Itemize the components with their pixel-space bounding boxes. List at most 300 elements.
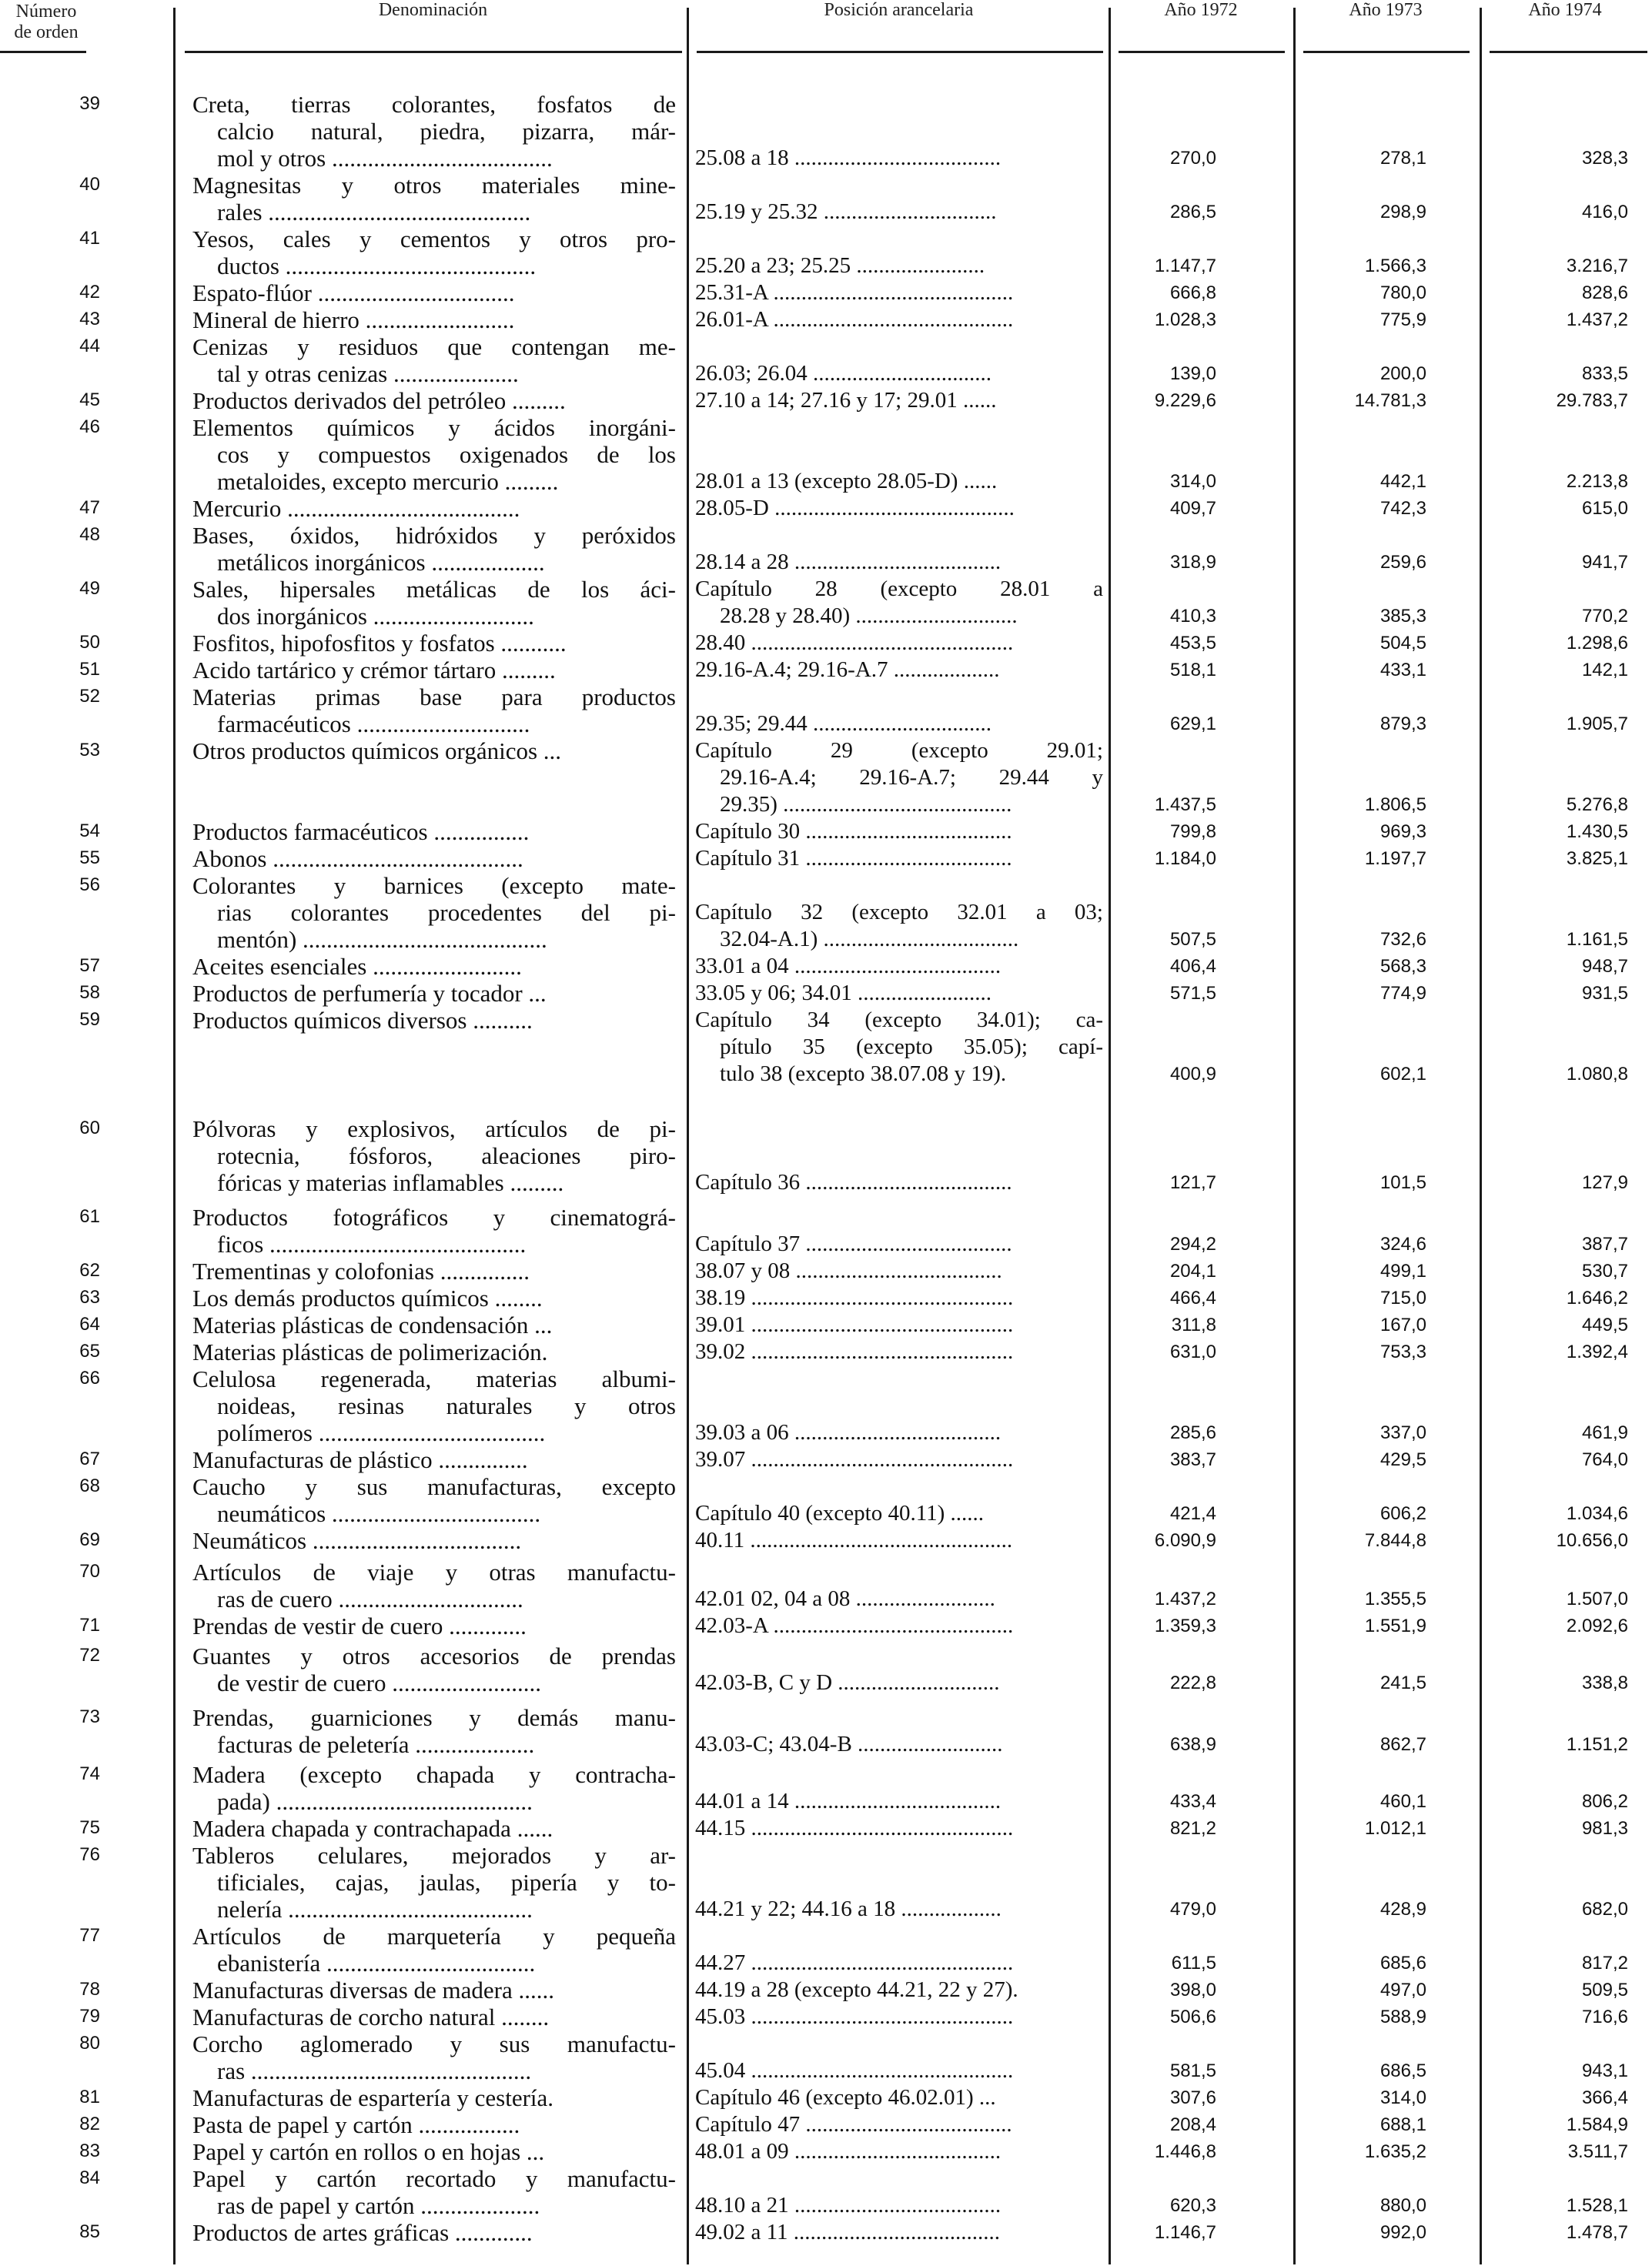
denomination-line: Magnesitas y otros materiales mine- bbox=[192, 172, 676, 199]
tariff-line: 39.01 ............................................... bbox=[695, 1312, 1014, 1337]
value-1972: 1.437,2 bbox=[1154, 1589, 1216, 1609]
denomination-line: metaloides, excepto mercurio ......... bbox=[217, 468, 559, 495]
row-number: 53 bbox=[79, 740, 100, 760]
value-1974: 127,9 bbox=[1581, 1172, 1628, 1193]
denomination-line: farmacéuticos ............................. bbox=[217, 710, 530, 737]
row-denomination bbox=[192, 279, 676, 306]
row-tariff-position bbox=[695, 2111, 1103, 2138]
tariff-line: 29.16-A.4; 29.16-A.7; 29.44 y bbox=[720, 765, 1103, 790]
header-1972: Año 1972 bbox=[1164, 0, 1238, 20]
row-denomination bbox=[192, 683, 676, 737]
value-1973: 1.551,9 bbox=[1364, 1616, 1426, 1636]
table-row bbox=[0, 2219, 1652, 2246]
table-row bbox=[0, 818, 1652, 845]
table-row bbox=[0, 1704, 1652, 1758]
denomination-line: ras de papel y cartón .................... bbox=[217, 2192, 540, 2219]
denomination-line: cos y compuestos oxigenados de los bbox=[217, 441, 676, 468]
tariff-line: 44.19 a 28 (excepto 44.21, 22 y 27). bbox=[695, 1977, 1018, 2002]
row-tariff-position bbox=[695, 576, 1103, 630]
table-row bbox=[0, 387, 1652, 414]
row-number: 77 bbox=[79, 1925, 100, 1946]
row-tariff-position bbox=[695, 145, 1103, 172]
row-denomination bbox=[192, 630, 676, 657]
tariff-line: 48.01 a 09 ..................................... bbox=[695, 2139, 1002, 2164]
denomination-line: neumáticos ................................... bbox=[217, 1500, 541, 1527]
row-number: 69 bbox=[79, 1529, 100, 1550]
value-1973: 101,5 bbox=[1379, 1172, 1426, 1193]
value-1974: 2.213,8 bbox=[1566, 471, 1628, 492]
row-tariff-position bbox=[695, 845, 1103, 872]
value-1972: 1.437,5 bbox=[1154, 794, 1216, 815]
row-tariff-position bbox=[695, 279, 1103, 306]
denomination-line: Manufacturas de plástico ............... bbox=[192, 1446, 528, 1473]
row-denomination bbox=[192, 414, 676, 495]
row-tariff-position bbox=[695, 1312, 1103, 1339]
row-number: 54 bbox=[79, 821, 100, 841]
denomination-line: Manufacturas de espartería y cestería. bbox=[192, 2084, 554, 2111]
row-number: 50 bbox=[79, 632, 100, 653]
tariff-line: 33.01 a 04 ..................................... bbox=[695, 954, 1002, 978]
row-denomination bbox=[192, 737, 676, 764]
tariff-line: 28.40 ............................................... bbox=[695, 630, 1014, 655]
tariff-line: 43.03-C; 43.04-B .......................... bbox=[695, 1732, 1003, 1756]
row-denomination bbox=[192, 1613, 676, 1639]
tariff-line: Capítulo 47 ..................................... bbox=[695, 2112, 1012, 2137]
row-tariff-position bbox=[695, 199, 1103, 226]
value-1974: 716,6 bbox=[1581, 2007, 1628, 2027]
row-denomination bbox=[192, 1977, 676, 2004]
value-1972: 507,5 bbox=[1169, 929, 1216, 950]
table-row bbox=[0, 980, 1652, 1007]
row-denomination bbox=[192, 872, 676, 953]
row-tariff-position bbox=[695, 2219, 1103, 2246]
value-1974: 3.825,1 bbox=[1566, 848, 1628, 869]
row-denomination bbox=[192, 1312, 676, 1339]
denomination-line: ficos ........................................... bbox=[217, 1231, 527, 1258]
value-1972: 421,4 bbox=[1169, 1503, 1216, 1524]
row-tariff-position bbox=[695, 1446, 1103, 1473]
denomination-line: Manufacturas de corcho natural ........ bbox=[192, 2004, 550, 2030]
table-row bbox=[0, 1115, 1652, 1196]
row-number: 82 bbox=[79, 2114, 100, 2134]
row-number: 81 bbox=[79, 2087, 100, 2107]
row-number: 57 bbox=[79, 955, 100, 976]
value-1974: 29.783,7 bbox=[1556, 390, 1628, 411]
value-1973: 879,3 bbox=[1379, 714, 1426, 734]
tariff-line: 27.10 a 14; 27.16 y 17; 29.01 ...... bbox=[695, 388, 997, 413]
table-row bbox=[0, 1204, 1652, 1258]
tariff-line: 32.04-A.1) ................................... bbox=[720, 927, 1019, 951]
row-number: 44 bbox=[79, 336, 100, 356]
tariff-line: 38.19 ............................................... bbox=[695, 1285, 1014, 1310]
denomination-line: Neumáticos ................................... bbox=[192, 1527, 522, 1554]
table-row bbox=[0, 333, 1652, 387]
table-row bbox=[0, 2138, 1652, 2165]
row-denomination bbox=[192, 91, 676, 172]
row-number: 49 bbox=[79, 578, 100, 599]
value-1974: 416,0 bbox=[1581, 202, 1628, 222]
table-row bbox=[0, 172, 1652, 226]
header-underline bbox=[1119, 51, 1285, 53]
value-1972: 1.147,7 bbox=[1154, 256, 1216, 276]
value-1974: 1.646,2 bbox=[1566, 1288, 1628, 1308]
header-underline bbox=[1303, 51, 1470, 53]
value-1974: 1.437,2 bbox=[1566, 309, 1628, 330]
row-number: 58 bbox=[79, 982, 100, 1003]
denomination-line: Espato-flúor ................................. bbox=[192, 279, 515, 306]
row-tariff-position bbox=[695, 710, 1103, 737]
row-denomination bbox=[192, 522, 676, 576]
value-1973: 324,6 bbox=[1379, 1234, 1426, 1255]
value-1972: 620,3 bbox=[1169, 2195, 1216, 2216]
value-1974: 770,2 bbox=[1581, 606, 1628, 627]
denomination-line: pada) ........................................... bbox=[217, 1788, 533, 1815]
row-tariff-position bbox=[695, 1339, 1103, 1365]
value-1974: 509,5 bbox=[1581, 1980, 1628, 2000]
denomination-line: Productos farmacéuticos ................ bbox=[192, 818, 530, 845]
denomination-line: Creta, tierras colorantes, fosfatos de bbox=[192, 91, 676, 118]
denomination-line: Materias plásticas de condensación ... bbox=[192, 1312, 553, 1339]
denomination-line: Los demás productos químicos ........ bbox=[192, 1285, 543, 1312]
row-tariff-position bbox=[695, 252, 1103, 279]
value-1972: 314,0 bbox=[1169, 471, 1216, 492]
header-underline bbox=[697, 51, 1103, 53]
value-1973: 1.635,2 bbox=[1364, 2141, 1426, 2162]
table-row bbox=[0, 1365, 1652, 1446]
value-1973: 337,0 bbox=[1379, 1422, 1426, 1443]
row-denomination bbox=[192, 1527, 676, 1554]
row-tariff-position bbox=[695, 1258, 1103, 1285]
denomination-line: Sales, hipersales metálicas de los áci- bbox=[192, 576, 676, 603]
row-number: 80 bbox=[79, 2033, 100, 2054]
tariff-line: 42.03-B, C y D ............................. bbox=[695, 1670, 1000, 1695]
denomination-line: Abonos .......................................... bbox=[192, 845, 523, 872]
tariff-line: Capítulo 31 ..................................... bbox=[695, 846, 1012, 871]
row-tariff-position bbox=[695, 549, 1103, 576]
row-denomination bbox=[192, 1115, 676, 1196]
row-denomination bbox=[192, 1007, 676, 1034]
denomination-line: tal y otras cenizas ..................... bbox=[217, 360, 519, 387]
tariff-line: 39.02 ............................................... bbox=[695, 1339, 1014, 1364]
tariff-line: 25.19 y 25.32 ............................... bbox=[695, 199, 997, 224]
row-denomination bbox=[192, 172, 676, 226]
row-number: 47 bbox=[79, 497, 100, 518]
value-1973: 167,0 bbox=[1379, 1315, 1426, 1335]
table-row bbox=[0, 683, 1652, 737]
value-1973: 433,1 bbox=[1379, 660, 1426, 680]
value-1973: 385,3 bbox=[1379, 606, 1426, 627]
row-number: 41 bbox=[79, 228, 100, 249]
value-1974: 1.478,7 bbox=[1566, 2222, 1628, 2243]
tariff-line: 26.03; 26.04 ................................ bbox=[695, 361, 992, 386]
row-number: 85 bbox=[79, 2221, 100, 2242]
row-tariff-position bbox=[695, 899, 1103, 953]
tariff-line: 25.08 a 18 ..................................... bbox=[695, 145, 1002, 170]
value-1974: 10.656,0 bbox=[1556, 1530, 1628, 1551]
value-1972: 409,7 bbox=[1169, 498, 1216, 519]
value-1972: 1.146,7 bbox=[1154, 2222, 1216, 2243]
table-row bbox=[0, 522, 1652, 576]
value-1974: 806,2 bbox=[1581, 1791, 1628, 1812]
value-1973: 200,0 bbox=[1379, 363, 1426, 384]
value-1974: 328,3 bbox=[1581, 148, 1628, 169]
header-numero bbox=[0, 2, 92, 43]
value-1974: 1.080,8 bbox=[1566, 1064, 1628, 1085]
value-1974: 387,7 bbox=[1581, 1234, 1628, 1255]
row-tariff-position bbox=[695, 1527, 1103, 1554]
tariff-line: 44.01 a 14 ..................................... bbox=[695, 1789, 1002, 1813]
row-denomination bbox=[192, 2111, 676, 2138]
header-numero-line1: Número bbox=[15, 2, 77, 22]
row-tariff-position bbox=[695, 1500, 1103, 1527]
value-1972: 666,8 bbox=[1169, 282, 1216, 303]
denomination-line: ras de cuero ............................... bbox=[217, 1586, 523, 1613]
table-row bbox=[0, 1842, 1652, 1923]
table-row bbox=[0, 2165, 1652, 2219]
value-1973: 429,5 bbox=[1379, 1449, 1426, 1470]
value-1972: 318,9 bbox=[1169, 552, 1216, 573]
header-underline bbox=[185, 51, 682, 53]
denomination-line: polímeros ...................................... bbox=[217, 1419, 546, 1446]
value-1974: 817,2 bbox=[1581, 1953, 1628, 1974]
row-denomination bbox=[192, 2004, 676, 2030]
row-denomination bbox=[192, 306, 676, 333]
table-row bbox=[0, 306, 1652, 333]
tariff-line: Capítulo 40 (excepto 40.11) ...... bbox=[695, 1501, 985, 1526]
row-denomination bbox=[192, 845, 676, 872]
value-1974: 931,5 bbox=[1581, 983, 1628, 1004]
value-1974: 1.584,9 bbox=[1566, 2114, 1628, 2135]
row-denomination bbox=[192, 495, 676, 522]
value-1973: 969,3 bbox=[1379, 821, 1426, 842]
value-1974: 5.276,8 bbox=[1566, 794, 1628, 815]
value-1972: 571,5 bbox=[1169, 983, 1216, 1004]
row-denomination bbox=[192, 1204, 676, 1258]
row-number: 60 bbox=[79, 1118, 100, 1138]
tariff-line: 29.35; 29.44 ................................ bbox=[695, 711, 992, 736]
value-1972: 311,8 bbox=[1171, 1315, 1216, 1335]
value-1972: 611,5 bbox=[1171, 1953, 1216, 1974]
value-1973: 460,1 bbox=[1379, 1791, 1426, 1812]
row-number: 71 bbox=[79, 1615, 100, 1636]
value-1972: 629,1 bbox=[1169, 714, 1216, 734]
value-1972: 307,6 bbox=[1169, 2087, 1216, 2108]
value-1974: 615,0 bbox=[1581, 498, 1628, 519]
row-denomination bbox=[192, 1339, 676, 1365]
table-row bbox=[0, 576, 1652, 630]
denomination-line: Productos de perfumería y tocador ... bbox=[192, 980, 547, 1007]
denomination-line: noideas, resinas naturales y otros bbox=[217, 1392, 676, 1419]
row-number: 67 bbox=[79, 1449, 100, 1469]
row-number: 51 bbox=[79, 659, 100, 680]
value-1973: 775,9 bbox=[1379, 309, 1426, 330]
header-1974: Año 1974 bbox=[1528, 0, 1602, 20]
row-tariff-position bbox=[695, 1669, 1103, 1696]
table-row bbox=[0, 2004, 1652, 2030]
value-1972: 518,1 bbox=[1169, 660, 1216, 680]
denomination-line: Tableros celulares, mejorados y ar- bbox=[192, 1842, 676, 1869]
value-1972: 6.090,9 bbox=[1154, 1530, 1216, 1551]
value-1973: 1.355,5 bbox=[1364, 1589, 1426, 1609]
value-1974: 833,5 bbox=[1581, 363, 1628, 384]
row-tariff-position bbox=[695, 1896, 1103, 1923]
value-1973: 780,0 bbox=[1379, 282, 1426, 303]
value-1973: 1.566,3 bbox=[1364, 256, 1426, 276]
table-row bbox=[0, 1923, 1652, 1977]
tariff-line: 39.07 ............................................... bbox=[695, 1447, 1014, 1472]
value-1974: 1.298,6 bbox=[1566, 633, 1628, 653]
row-number: 45 bbox=[79, 389, 100, 410]
table-row bbox=[0, 1977, 1652, 2004]
row-tariff-position bbox=[695, 1419, 1103, 1446]
tariff-line: Capítulo 32 (excepto 32.01 a 03; bbox=[695, 900, 1103, 924]
row-denomination bbox=[192, 2219, 676, 2246]
table-row bbox=[0, 1339, 1652, 1365]
value-1973: 880,0 bbox=[1379, 2195, 1426, 2216]
row-denomination bbox=[192, 226, 676, 279]
value-1972: 398,0 bbox=[1169, 1980, 1216, 2000]
denomination-line: ductos .......................................... bbox=[217, 252, 537, 279]
value-1972: 286,5 bbox=[1169, 202, 1216, 222]
value-1974: 3.511,7 bbox=[1567, 2141, 1628, 2162]
row-number: 76 bbox=[79, 1844, 100, 1865]
row-number: 42 bbox=[79, 282, 100, 302]
table-row bbox=[0, 2111, 1652, 2138]
row-denomination bbox=[192, 1473, 676, 1527]
denomination-line: Trementinas y colofonias ............... bbox=[192, 1258, 530, 1285]
value-1974: 1.905,7 bbox=[1566, 714, 1628, 734]
row-tariff-position bbox=[695, 1950, 1103, 1977]
value-1973: 1.012,1 bbox=[1364, 1818, 1426, 1839]
denomination-line: Artículos de marquetería y pequeña bbox=[192, 1923, 676, 1950]
row-tariff-position bbox=[695, 2057, 1103, 2084]
value-1973: 742,3 bbox=[1379, 498, 1426, 519]
denomination-line: Productos derivados del petróleo ......... bbox=[192, 387, 566, 414]
value-1973: 259,6 bbox=[1379, 552, 1426, 573]
row-number: 48 bbox=[79, 524, 100, 545]
row-tariff-position bbox=[695, 630, 1103, 657]
value-1972: 285,6 bbox=[1169, 1422, 1216, 1443]
header-underline bbox=[0, 51, 86, 53]
value-1972: 433,4 bbox=[1169, 1791, 1216, 1812]
row-tariff-position bbox=[695, 1613, 1103, 1639]
row-denomination bbox=[192, 1923, 676, 1977]
row-tariff-position bbox=[695, 980, 1103, 1007]
row-tariff-position bbox=[695, 737, 1103, 818]
value-1974: 366,4 bbox=[1581, 2087, 1628, 2108]
row-tariff-position bbox=[695, 306, 1103, 333]
row-tariff-position bbox=[695, 1731, 1103, 1758]
row-denomination bbox=[192, 1258, 676, 1285]
denomination-line: Manufacturas diversas de madera ...... bbox=[192, 1977, 554, 2004]
value-1974: 142,1 bbox=[1581, 660, 1628, 680]
tariff-line: 45.03 ............................................... bbox=[695, 2004, 1014, 2029]
header-posicion: Posición arancelaria bbox=[824, 0, 974, 20]
value-1972: 294,2 bbox=[1169, 1234, 1216, 1255]
tariff-line: 49.02 a 11 ..................................... bbox=[695, 2220, 1001, 2244]
value-1974: 449,5 bbox=[1581, 1315, 1628, 1335]
value-1973: 428,9 bbox=[1379, 1899, 1426, 1920]
tariff-line: 44.21 y 22; 44.16 a 18 .................. bbox=[695, 1897, 1002, 1921]
value-1973: 685,6 bbox=[1379, 1953, 1426, 1974]
denomination-line: Otros productos químicos orgánicos ... bbox=[192, 737, 562, 764]
denomination-line: Pólvoras y explosivos, artículos de pi- bbox=[192, 1115, 676, 1142]
denomination-line: Materias plásticas de polimerización. bbox=[192, 1339, 548, 1365]
row-number: 66 bbox=[79, 1368, 100, 1389]
value-1974: 764,0 bbox=[1581, 1449, 1628, 1470]
tariff-line: 33.05 y 06; 34.01 ........................ bbox=[695, 981, 992, 1005]
table-row bbox=[0, 1473, 1652, 1527]
tariff-line: 28.05-D ........................................... bbox=[695, 496, 1015, 520]
table-row bbox=[0, 226, 1652, 279]
value-1972: 139,0 bbox=[1169, 363, 1216, 384]
header-denominacion: Denominación bbox=[378, 0, 488, 20]
tariff-line: Capítulo 46 (excepto 46.02.01) ... bbox=[695, 2085, 996, 2110]
table-row bbox=[0, 737, 1652, 818]
table-row bbox=[0, 1446, 1652, 1473]
value-1973: 686,5 bbox=[1379, 2060, 1426, 2081]
denomination-line: Prendas, guarniciones y demás manu- bbox=[192, 1704, 676, 1731]
row-denomination bbox=[192, 2165, 676, 2219]
row-denomination bbox=[192, 980, 676, 1007]
value-1974: 530,7 bbox=[1581, 1261, 1628, 1282]
row-number: 72 bbox=[79, 1645, 100, 1666]
table-row bbox=[0, 630, 1652, 657]
table-row bbox=[0, 2030, 1652, 2084]
tariff-line: 28.14 a 28 ..................................... bbox=[695, 550, 1002, 574]
tariff-line: Capítulo 34 (excepto 34.01); ca- bbox=[695, 1008, 1103, 1032]
value-1973: 688,1 bbox=[1379, 2114, 1426, 2135]
denomination-line: Prendas de vestir de cuero ............. bbox=[192, 1613, 527, 1639]
value-1972: 821,2 bbox=[1169, 1818, 1216, 1839]
row-number: 75 bbox=[79, 1817, 100, 1838]
denomination-line: Elementos químicos y ácidos inorgáni- bbox=[192, 414, 676, 441]
row-tariff-position bbox=[695, 1007, 1103, 1088]
denomination-line: tificiales, cajas, jaulas, pipería y to- bbox=[217, 1869, 676, 1896]
tariff-line: Capítulo 36 ..................................... bbox=[695, 1170, 1012, 1195]
tariff-line: 45.04 ............................................... bbox=[695, 2058, 1014, 2083]
value-1972: 383,7 bbox=[1169, 1449, 1216, 1470]
row-denomination bbox=[192, 1559, 676, 1613]
row-number: 83 bbox=[79, 2141, 100, 2161]
value-1974: 1.528,1 bbox=[1566, 2195, 1628, 2216]
denomination-line: de vestir de cuero ......................... bbox=[217, 1669, 541, 1696]
tariff-line: 29.35) ......................................... bbox=[720, 792, 1012, 817]
tariff-line: 29.16-A.4; 29.16-A.7 ................... bbox=[695, 657, 1000, 682]
value-1974: 941,7 bbox=[1581, 552, 1628, 573]
denomination-line: calcio natural, piedra, pizarra, már- bbox=[217, 118, 676, 145]
value-1973: 715,0 bbox=[1379, 1288, 1426, 1308]
value-1974: 3.216,7 bbox=[1566, 256, 1628, 276]
row-number: 84 bbox=[79, 2167, 100, 2188]
value-1974: 682,0 bbox=[1581, 1899, 1628, 1920]
denomination-line: rias colorantes procedentes del pi- bbox=[217, 899, 676, 926]
table-row bbox=[0, 872, 1652, 953]
row-denomination bbox=[192, 387, 676, 414]
value-1974: 943,1 bbox=[1581, 2060, 1628, 2081]
row-tariff-position bbox=[695, 2084, 1103, 2111]
value-1972: 638,9 bbox=[1169, 1734, 1216, 1755]
row-tariff-position bbox=[695, 1977, 1103, 2004]
denomination-line: Mercurio ....................................... bbox=[192, 495, 520, 522]
denomination-line: rales ............................................ bbox=[217, 199, 531, 226]
tariff-line: 44.27 ............................................... bbox=[695, 1950, 1014, 1975]
row-tariff-position bbox=[695, 495, 1103, 522]
denomination-line: Productos de artes gráficas ............. bbox=[192, 2219, 533, 2246]
row-denomination bbox=[192, 1643, 676, 1696]
tariff-line: pítulo 35 (excepto 35.05); capí- bbox=[720, 1034, 1103, 1059]
denomination-line: Fosfitos, hipofosfitos y fosfatos ........... bbox=[192, 630, 567, 657]
